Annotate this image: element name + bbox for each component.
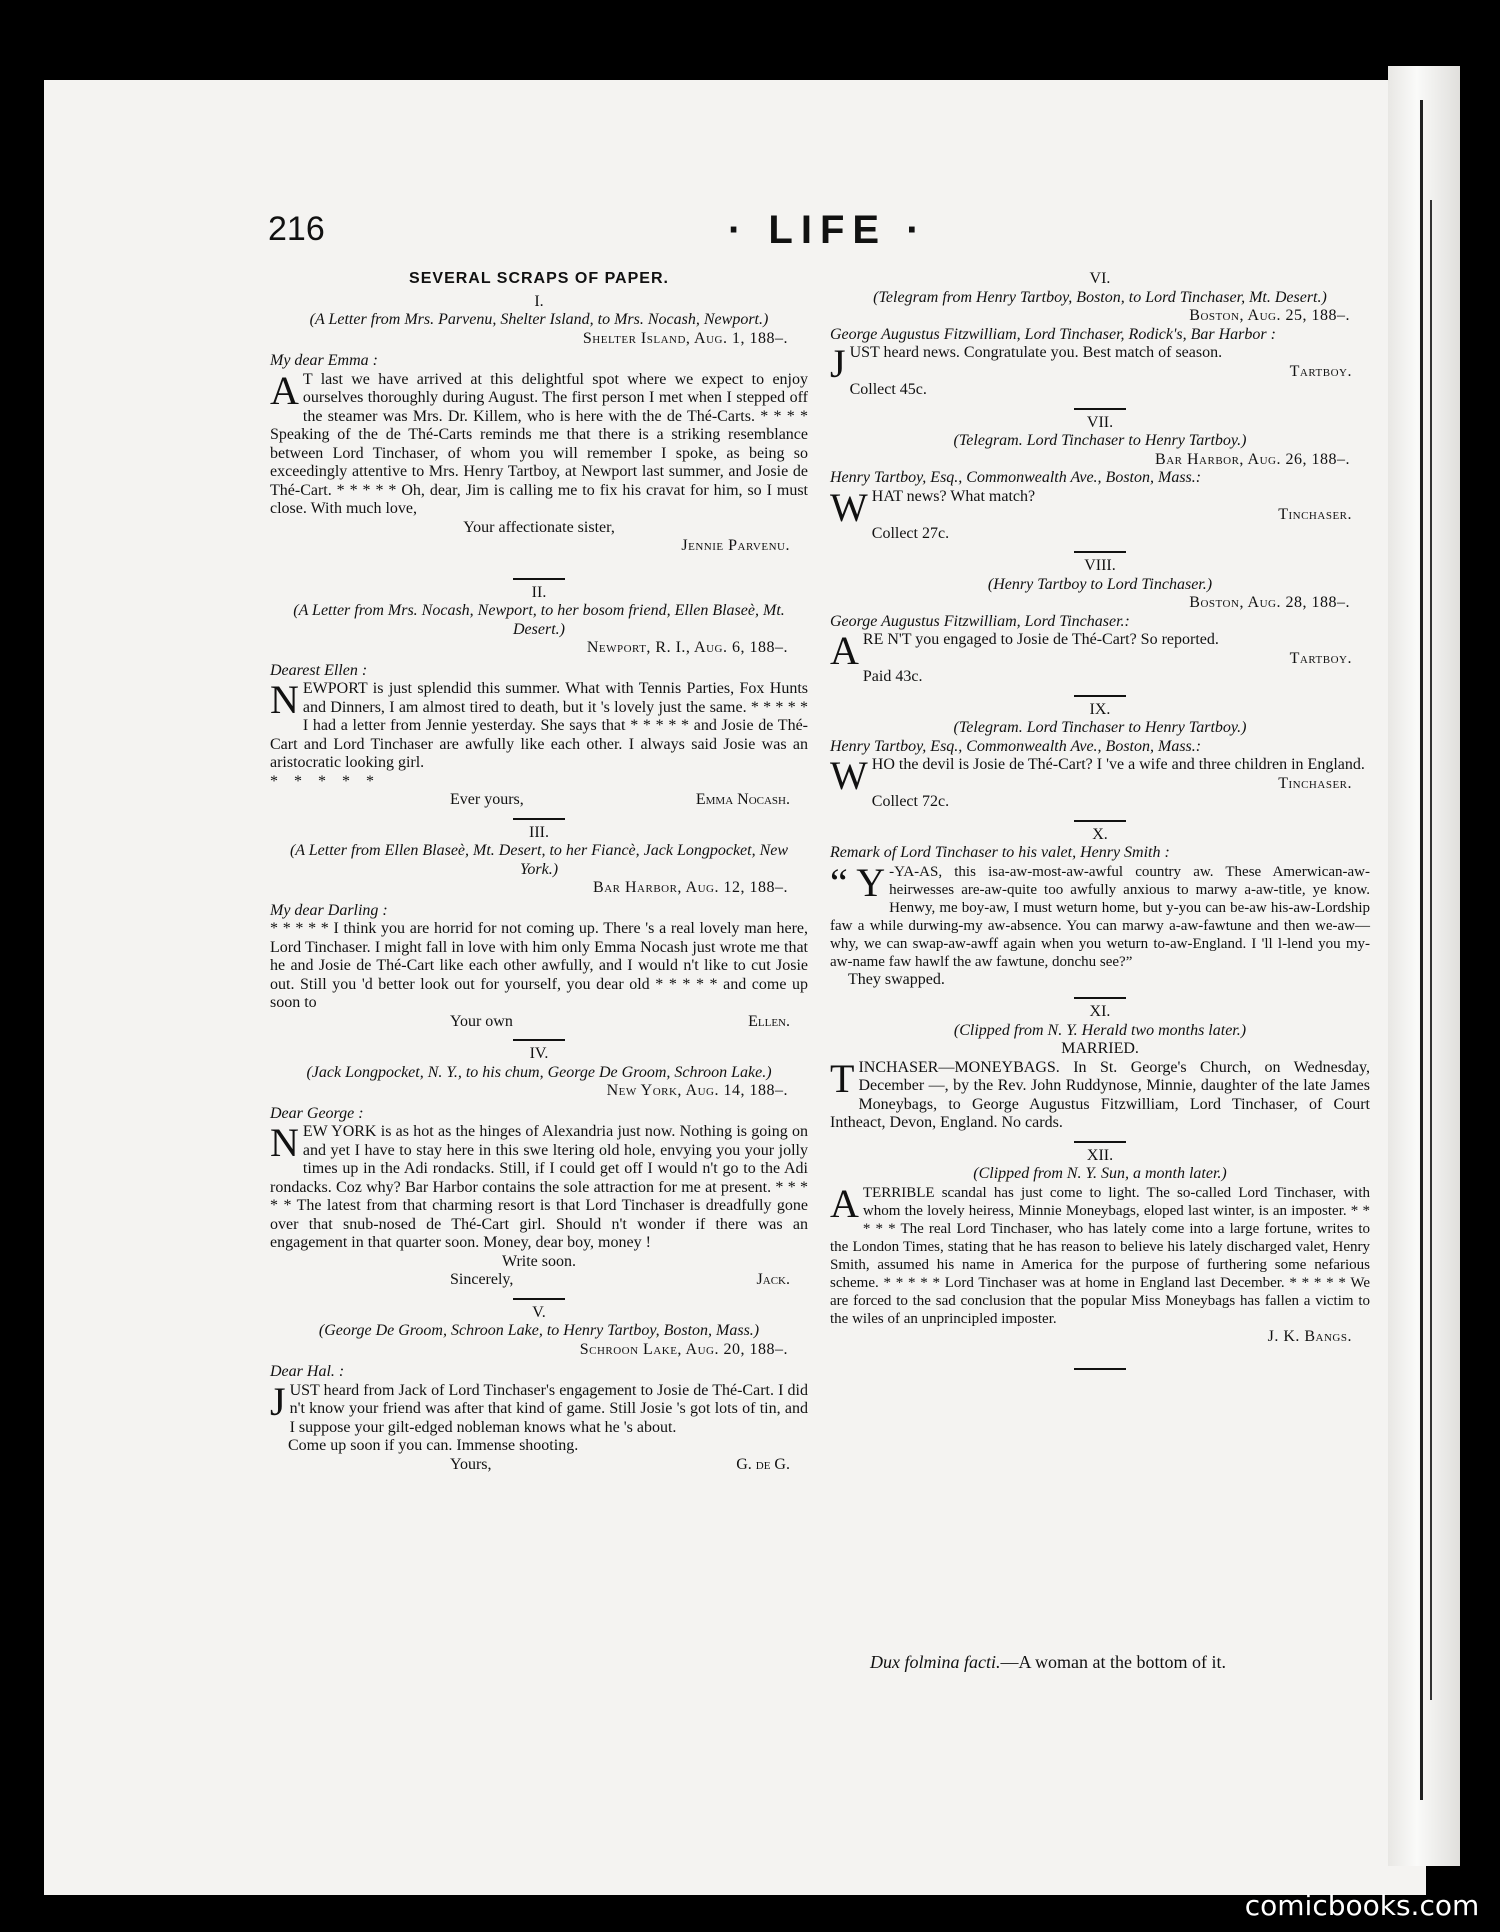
letter-body [270,1120,808,1253]
drop-cap: J [830,341,846,386]
letter-text: EWPORT is just splendid this summer. What with Tennis Parties, Fox Hunts and Dinners, I am almost tired to death, but it 's lovely just the same. * * * * * I had a letter from Jennie yesterday. She says that * * * * * and Josie de Thé-Cart and Lord Tinchaser are awfully like each other. I always said Josie was an aristocratic looking girl. [270,680,808,771]
charge: Collect 45c. [849,381,927,398]
section-number: XII. [1086,1146,1114,1164]
section-number: I. [534,292,544,310]
section-divider [1074,1368,1126,1370]
section-number: III. [529,823,549,841]
quip-text: —A woman at the bottom of it. [1000,1652,1226,1672]
letter-body [270,677,808,773]
section-8 [830,557,1370,687]
telegram-text: HAT news? What match? [871,487,1036,505]
section-caption: Remark of Lord Tinchaser to his valet, Henry Smith : [830,844,1170,861]
section-number: VII. [1086,413,1114,431]
section-6 [830,270,1370,400]
page-edge-line [1420,100,1423,1800]
closing-row [270,1013,808,1032]
closing-row [270,791,808,810]
next-page-edge [1388,66,1460,1866]
letter-body [270,367,808,519]
salutation: Dear George : [270,1104,364,1122]
author-signature: J. K. Bangs. [1267,1327,1352,1345]
notice-text: TERRIBLE scandal has just come to light. The so-called Lord Tinchaser, with whom the lovely heiress, Minnie Moneybags, eloped last winter, is an imposter. * * * * * The real Lord Tinchaser, who has lately come into a large fortune, writes to the London Times, stating that he has reason to believe his lately discharged valet, Henry Smith, assumed his name in America for the purpose of furthering some nefarious scheme. * * * * * Lord Tinchaser was at home in England last December. * * * * * We are forced to the sad conclusion that the popular Miss Moneybags has fallen a victim to the wiles of an unprincipled imposter. [830,1184,1370,1327]
section-number: VI. [1089,270,1111,287]
section-divider [513,578,565,580]
signature: Jennie Parvenu. [681,537,790,554]
footer-quip [870,1652,1226,1673]
drop-cap: “ Y [830,859,886,905]
signature: Ellen. [748,1012,790,1030]
page-edge-line-inner [1430,200,1432,1700]
closing: Your own [450,1012,513,1030]
right-column [830,270,1370,1374]
section-number: II. [531,583,547,601]
drop-cap: W [830,753,868,798]
remark-text: -YA-AS, this isa-aw-most-aw-awful country aw. These Amerwican-aw-heirwesses are-aw-quite too awfully anxious to marwy a-aw-title, ye know. Henwy, me boy-aw, I must weturn home, but y-you can be-aw his-aw-Lordship faw a while durwing-my aw-absence. You can marwy a-aw-fawtune and then we-aw—why, we can swap-aw-awff again when you weturn to-aw-England. I 'll l-lend you my-aw-name faw hawlf the aw fawtune, donchu see?” [830,863,1370,970]
section-divider [1074,1141,1126,1143]
section-divider [1074,551,1126,553]
drop-cap: A [830,1180,859,1226]
page-header [268,210,1364,260]
postscript: Come up soon if you can. Immense shooting. [288,1437,579,1454]
section-3 [270,824,808,1032]
postscript: Write soon. [501,1252,576,1270]
section-divider [1074,997,1126,999]
telegram-text: UST heard news. Congratulate you. Best match of season. [849,344,1223,361]
signature: Tartboy. [1289,362,1352,380]
salutation: My dear Darling : [270,901,388,919]
section-10 [830,826,1370,990]
dateline: Boston, Aug. 25, 188–. [1189,307,1350,324]
section-divider [513,818,565,820]
closing-row [270,1456,808,1475]
address: Henry Tartboy, Esq., Commonwealth Ave., Boston, Mass.: [830,469,1202,486]
salutation: Dear Hal. : [270,1363,345,1380]
letter-text: T last we have arrived at this delightful spot where we expect to enjoy ourselves thoroughly during August. The first person I met when I stepped off the steamer was Mrs. Dr. Killem, who is here with the de Thé-Carts. * * * * Speaking of the de Thé-Carts reminds me that there is a striking resemblance between Lord Tinchaser, of whom you will remember I spoke, as being so exceedingly attentive to Mrs. Henry Tartboy, at Newport last summer, and Josie de Thé-Cart. * * * * * Oh, dear, Jim is calling me to fix his cravat for him, so I must close. With much love, [270,370,808,517]
closing: Yours, [450,1455,492,1473]
letter-text: UST heard from Jack of Lord Tinchaser's engagement to Josie de Thé-Cart. I did n't know your friend was after that kind of game. Still Josie 's got lots of tin, and I suppose your gilt-edged nobleman knows what he 's about. [289,1381,808,1436]
drop-cap: A [830,628,859,673]
closing: Sincerely, [450,1271,514,1288]
section-divider [513,1298,565,1300]
dateline: Boston, Aug. 28, 188–. [1189,594,1350,611]
section-12 [830,1147,1370,1347]
address: George Augustus Fitzwilliam, Lord Tinchaser, Rodick's, Bar Harbor : [830,325,1276,343]
section-caption: (Jack Longpocket, N. Y., to his chum, George De Groom, Schroon Lake.) [306,1063,772,1081]
notice-body [830,1180,1370,1328]
section-divider [513,1039,565,1041]
section-number: IV. [529,1045,549,1062]
section-number: X. [1092,825,1108,843]
drop-cap: T [830,1055,855,1101]
salutation: My dear Emma : [270,352,378,369]
section-caption: (Telegram. Lord Tinchaser to Henry Tartboy.) [953,432,1247,449]
dateline: Bar Harbor, Aug. 26, 188–. [1155,450,1350,468]
section-divider [1074,820,1126,822]
watermark: comicbooks.com [1244,1889,1480,1922]
masthead: · LIFE · [728,208,928,252]
letter-body [270,1378,808,1438]
letter-text: EW YORK is as hot as the hinges of Alexandria just now. Nothing is going on and yet I have to stay here in this swe ltering old hole, envying you your jolly times up in the Adi rondacks. Still, if I could get off I would n't go to the Adi rondacks. Coz why? Bar Harbor contains the sole attraction for me at present. * * * * * The latest from that charming resort is that Lord Tinchaser is dreadfully gone over that snub-nosed de Thé-Cart girl. Should n't wonder if there was an engagement in that quarter soon. Money, dear boy, money ! [270,1123,808,1251]
charge: Collect 72c. [871,793,950,810]
charge: Paid 43c. [862,668,923,685]
section-caption: (Clipped from N. Y. Sun, a month later.) [973,1165,1227,1182]
dateline: Newport, R. I., Aug. 6, 188–. [586,639,788,656]
section-7 [830,414,1370,544]
section-caption: (Henry Tartboy to Lord Tinchaser.) [987,575,1213,593]
section-number: V. [532,1303,546,1321]
section-caption: (A Letter from Mrs. Nocash, Newport, to her bosom friend, Ellen Blaseè, Mt. Desert.) [293,602,785,638]
asterism: * * * * * [270,772,380,790]
section-caption: (Clipped from N. Y. Herald two months later.) [953,1021,1247,1039]
left-column [270,270,808,1474]
article-title: SEVERAL SCRAPS OF PAPER. [409,270,669,287]
remark-footer: They swapped. [848,970,945,988]
salutation: Dearest Ellen : [270,661,368,679]
headline: MARRIED. [1061,1040,1139,1057]
notice-body [830,1055,1370,1133]
dateline: Shelter Island, Aug. 1, 188–. [582,329,788,347]
closing: Your affectionate sister, [463,518,615,536]
signature: G. de G. [736,1455,790,1473]
letter-text: * * * * * I think you are horrid for not coming up. There 's a real lovely man here, Lord Tinchaser. I might fall in love with him only Emma Nocash just wrote me that he and Josie de Thé-Cart like each other awfully, and I would n't like to cut Josie out. Still you 'd better look out for yourself, you dear old * * * * * and come up soon to [270,920,808,1011]
dateline: Schroon Lake, Aug. 20, 188–. [579,1340,788,1358]
section-divider [1074,695,1126,697]
drop-cap: N [270,1120,299,1165]
signature: Jack. [756,1271,790,1288]
section-5 [270,1304,808,1475]
address: George Augustus Fitzwilliam, Lord Tinchaser.: [830,612,1130,630]
section-number: XI. [1089,1003,1111,1020]
section-caption: (A Letter from Mrs. Parvenu, Shelter Island, to Mrs. Nocash, Newport.) [309,311,769,328]
section-caption: (Telegram from Henry Tartboy, Boston, to Lord Tinchaser, Mt. Desert.) [873,288,1327,306]
signature: Emma Nocash. [695,791,790,808]
signature: Tartboy. [1289,649,1352,667]
section-caption: (Telegram. Lord Tinchaser to Henry Tartboy.) [953,719,1247,736]
signature: Tinchaser. [1278,774,1352,792]
drop-cap: N [270,677,299,722]
remark-body [830,859,1370,971]
notice-text: INCHASER—MONEYBAGS. In St. George's Church, on Wednesday, December —, by the Rev. John Ruddynose, Minnie, daughter of the late James Moneybags, to George Augustus Fitzwilliam, Lord Tinchaser, of Court Intheact, Devon, England. No cards. [830,1058,1370,1131]
section-number: IX. [1089,700,1111,718]
page-number: 216 [268,210,325,248]
signature: Tinchaser. [1278,506,1352,523]
section-9 [830,701,1370,812]
telegram-text: RE N'T you engaged to Josie de Thé-Cart? So reported. [862,631,1219,648]
section-11 [830,1003,1370,1133]
section-2 [270,584,808,810]
section-4 [270,1045,808,1290]
section-1 [270,293,808,556]
quip-latin: Dux folmina facti. [870,1652,1001,1672]
section-divider [1074,408,1126,410]
section-number: VIII. [1084,557,1116,574]
section-caption: (George De Groom, Schroon Lake, to Henry Tartboy, Boston, Mass.) [318,1322,760,1339]
address: Henry Tartboy, Esq., Commonwealth Ave., Boston, Mass.: [830,737,1202,755]
dateline: Bar Harbor, Aug. 12, 188–. [593,879,788,896]
charge: Collect 27c. [871,524,950,542]
closing: Ever yours, [450,791,524,808]
drop-cap: A [270,367,299,413]
closing-row [270,1271,808,1290]
telegram-text: HO the devil is Josie de Thé-Cart? I 've a wife and three children in England. [871,756,1365,773]
dateline: New York, Aug. 14, 188–. [606,1082,788,1099]
section-caption: (A Letter from Ellen Blaseè, Mt. Desert, to her Fiancè, Jack Longpocket, New York.) [289,842,789,878]
drop-cap: W [830,484,868,530]
drop-cap: J [270,1378,286,1424]
